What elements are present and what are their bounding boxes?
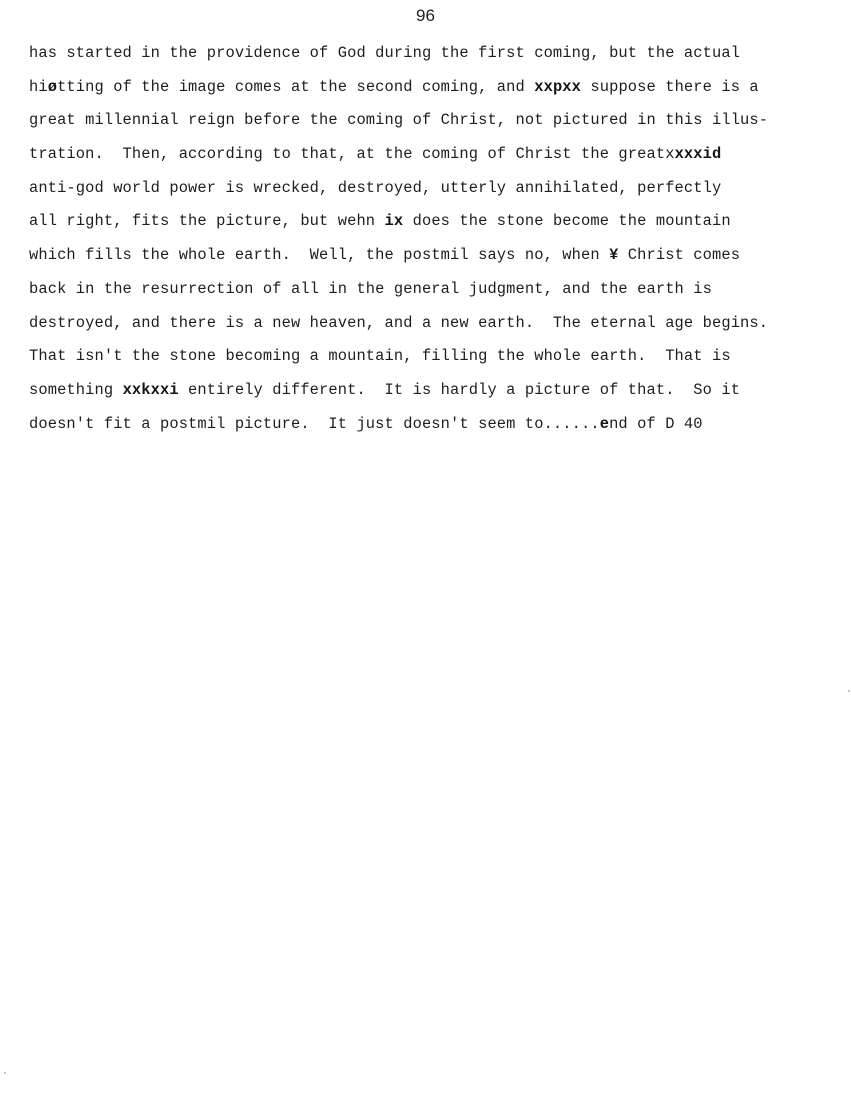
text-run: tration. Then, according to that, at the coming of Christ the greatx <box>29 145 675 164</box>
struck-out-text: xxxid <box>674 145 722 164</box>
text-line <box>29 71 849 105</box>
struck-out-text: ø <box>47 77 58 96</box>
typed-body-text <box>29 37 849 441</box>
text-run: nd of D 40 <box>609 414 703 433</box>
text-line <box>29 307 849 341</box>
text-line <box>29 104 849 138</box>
text-run: which fills the whole earth. Well, the postmil says no, when <box>29 246 610 265</box>
text-line <box>29 273 849 307</box>
struck-out-text: ¥ <box>609 246 619 265</box>
text-run: That isn't the stone becoming a mountain, filling the whole earth. That is <box>29 347 731 366</box>
text-run: destroyed, and there is a new heaven, and a new earth. The eternal age begins. <box>29 313 769 332</box>
struck-out-text: xxkxxi <box>122 380 179 399</box>
text-run: doesn't fit a postmil picture. It just doesn't seem to...... <box>29 414 600 433</box>
text-line <box>29 138 849 172</box>
text-line <box>29 205 849 239</box>
text-line <box>29 408 849 442</box>
struck-out-text: e <box>599 414 610 433</box>
struck-out-text: xxpxx <box>534 77 582 96</box>
text-run: all right, fits the picture, but wehn <box>29 212 385 231</box>
text-line <box>29 172 849 206</box>
text-run: anti-god world power is wrecked, destroyed, utterly annihilated, perfectly <box>29 178 722 197</box>
text-run: great millennial reign before the coming of Christ, not pictured in this illus- <box>29 111 769 130</box>
struck-out-text: ix <box>384 212 404 231</box>
text-line <box>29 374 849 408</box>
text-run: has started in the providence of God during the first coming, but the actual <box>29 44 741 62</box>
page-number: 96 <box>416 6 435 25</box>
text-run: something <box>29 380 123 399</box>
text-run: Christ comes <box>618 246 741 265</box>
text-run: back in the resurrection of all in the general judgment, and the earth is <box>29 279 712 298</box>
scan-speck <box>848 690 850 692</box>
text-line <box>29 239 849 273</box>
text-run: entirely different. It is hardly a picture of that. So it <box>178 380 741 399</box>
text-line <box>29 340 849 374</box>
text-run: tting of the image comes at the second coming, and <box>57 77 535 96</box>
text-line <box>29 37 849 71</box>
text-run: suppose there is a <box>581 77 759 96</box>
scan-speck <box>4 1072 6 1074</box>
text-run: does the stone become the mountain <box>403 212 731 231</box>
text-run: hi <box>29 77 48 96</box>
